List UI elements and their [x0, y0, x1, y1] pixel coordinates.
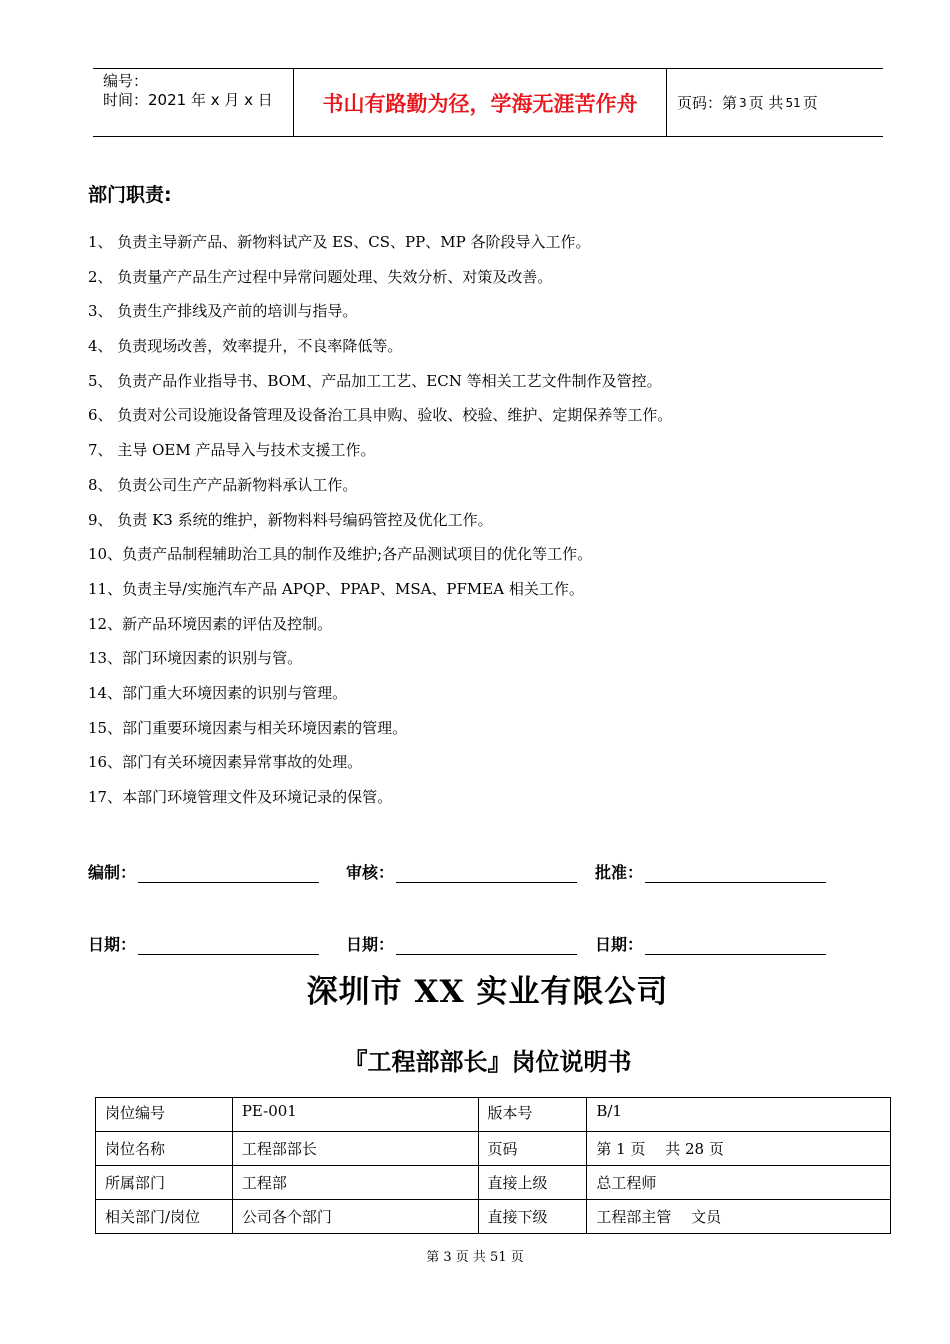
table-cell: 总工程师: [587, 1166, 891, 1200]
duty-item: 5、 负责产品作业指导书、BOM、产品加工工艺、ECN 等相关工艺文件制作及管控。: [88, 371, 662, 390]
duty-item: 14、部门重大环境因素的识别与管理。: [88, 683, 348, 702]
duty-item: 16、部门有关环境因素异常事故的处理。: [88, 753, 363, 772]
table-cell: 直接下级: [478, 1200, 587, 1234]
duty-item: 8、 负责公司生产产品新物料承认工作。: [88, 475, 358, 494]
duty-item: 4、 负责现场改善，效率提升，不良率降低等。: [88, 337, 403, 356]
duty-item: 17、本部门环境管理文件及环境记录的保管。: [88, 788, 393, 806]
approved-line: [645, 864, 826, 883]
position-info-table: [95, 1097, 891, 1234]
page-total: 51: [785, 95, 801, 110]
page-header: [93, 68, 883, 137]
prepared-label: 编制：: [88, 863, 137, 882]
reviewed-line: [396, 864, 577, 883]
duty-item: 13、部门环境因素的识别与管。: [88, 649, 303, 668]
header-motto: [294, 69, 667, 136]
page-mid: 页 共: [748, 94, 784, 112]
date-label: 日期：: [346, 935, 395, 954]
table-row: [96, 1166, 891, 1200]
table-cell: 版本号: [478, 1098, 587, 1132]
table-cell: 相关部门/岗位: [96, 1200, 233, 1234]
date-line: [138, 936, 319, 955]
table-cell: 页码: [478, 1132, 587, 1166]
table-row: [96, 1132, 891, 1166]
table-cell: 工程部部长: [232, 1132, 478, 1166]
page-end: 页: [802, 94, 818, 112]
prepared-line: [138, 864, 319, 883]
approved-label: 批准：: [595, 863, 644, 882]
table-cell: 岗位名称: [96, 1132, 233, 1166]
duty-item: 11、负责主导/实施汽车产品 APQP、PPAP、MSA、PFMEA 相关工作。: [88, 579, 584, 598]
duty-item: 6、 负责对公司设施设备管理及设备治工具申购、验收、校验、维护、定期保养等工作。: [88, 406, 673, 425]
page-footer: 第 3 页 共 51 页: [426, 1250, 524, 1265]
duty-item: 10、负责产品制程辅助治工具的制作及维护;各产品测试项目的优化等工作。: [88, 545, 593, 564]
table-cell: 岗位编号: [96, 1098, 233, 1132]
table-row: [96, 1200, 891, 1234]
duty-item: 12、新产品环境因素的评估及控制。: [88, 614, 333, 633]
date-label: 日期：: [88, 935, 137, 954]
page-label: 页码：第: [677, 94, 738, 112]
duties-list: [88, 232, 888, 822]
time-label: 时间：2021 年 x 月 x 日: [103, 91, 273, 109]
company-name: 深圳市 XX 实业有限公司: [306, 974, 669, 1010]
table-cell: 第 1 页 共 28 页: [587, 1132, 891, 1166]
date-field: [88, 932, 319, 955]
date-line: [645, 936, 826, 955]
table-cell: PE-001: [232, 1098, 478, 1132]
date-field: [595, 932, 826, 955]
date-field: [346, 932, 577, 955]
section-title: 部门职责:: [88, 184, 172, 206]
duty-item: 1、 负责主导新产品、新物料试产及 ES、CS、PP、MP 各阶段导入工作。: [88, 233, 591, 251]
serial-label: 编号：: [103, 72, 149, 90]
date-label: 日期：: [595, 935, 644, 954]
approved-field: [595, 860, 826, 883]
motto-text: 书山有路勤为径，学海无涯苦作舟: [322, 91, 638, 116]
duty-item: 15、部门重要环境因素与相关环境因素的管理。: [88, 718, 408, 737]
reviewed-field: [346, 860, 577, 883]
header-page-info: [667, 69, 883, 136]
table-cell: 工程部: [232, 1166, 478, 1200]
table-cell: 公司各个部门: [232, 1200, 478, 1234]
duty-item: 3、 负责生产排线及产前的培训与指导。: [88, 302, 358, 321]
duty-item: 9、 负责 K3 系统的维护，新物料料号编码管控及优化工作。: [88, 510, 493, 529]
header-meta: [93, 69, 294, 136]
table-cell: 工程部主管 文员: [587, 1200, 891, 1234]
prepared-field: [88, 860, 319, 883]
table-cell: 直接上级: [478, 1166, 587, 1200]
page-number: 3: [739, 95, 747, 110]
date-line: [396, 936, 577, 955]
reviewed-label: 审核：: [346, 863, 395, 882]
document-title: 『工程部部长』岗位说明书: [343, 1048, 632, 1076]
duty-item: 7、 主导 OEM 产品导入与技术支援工作。: [88, 441, 376, 460]
duty-item: 2、 负责量产产品生产过程中异常问题处理、失效分析、对策及改善。: [88, 267, 553, 286]
table-cell: 所属部门: [96, 1166, 233, 1200]
table-cell: B/1: [587, 1098, 891, 1132]
table-row: [96, 1098, 891, 1132]
